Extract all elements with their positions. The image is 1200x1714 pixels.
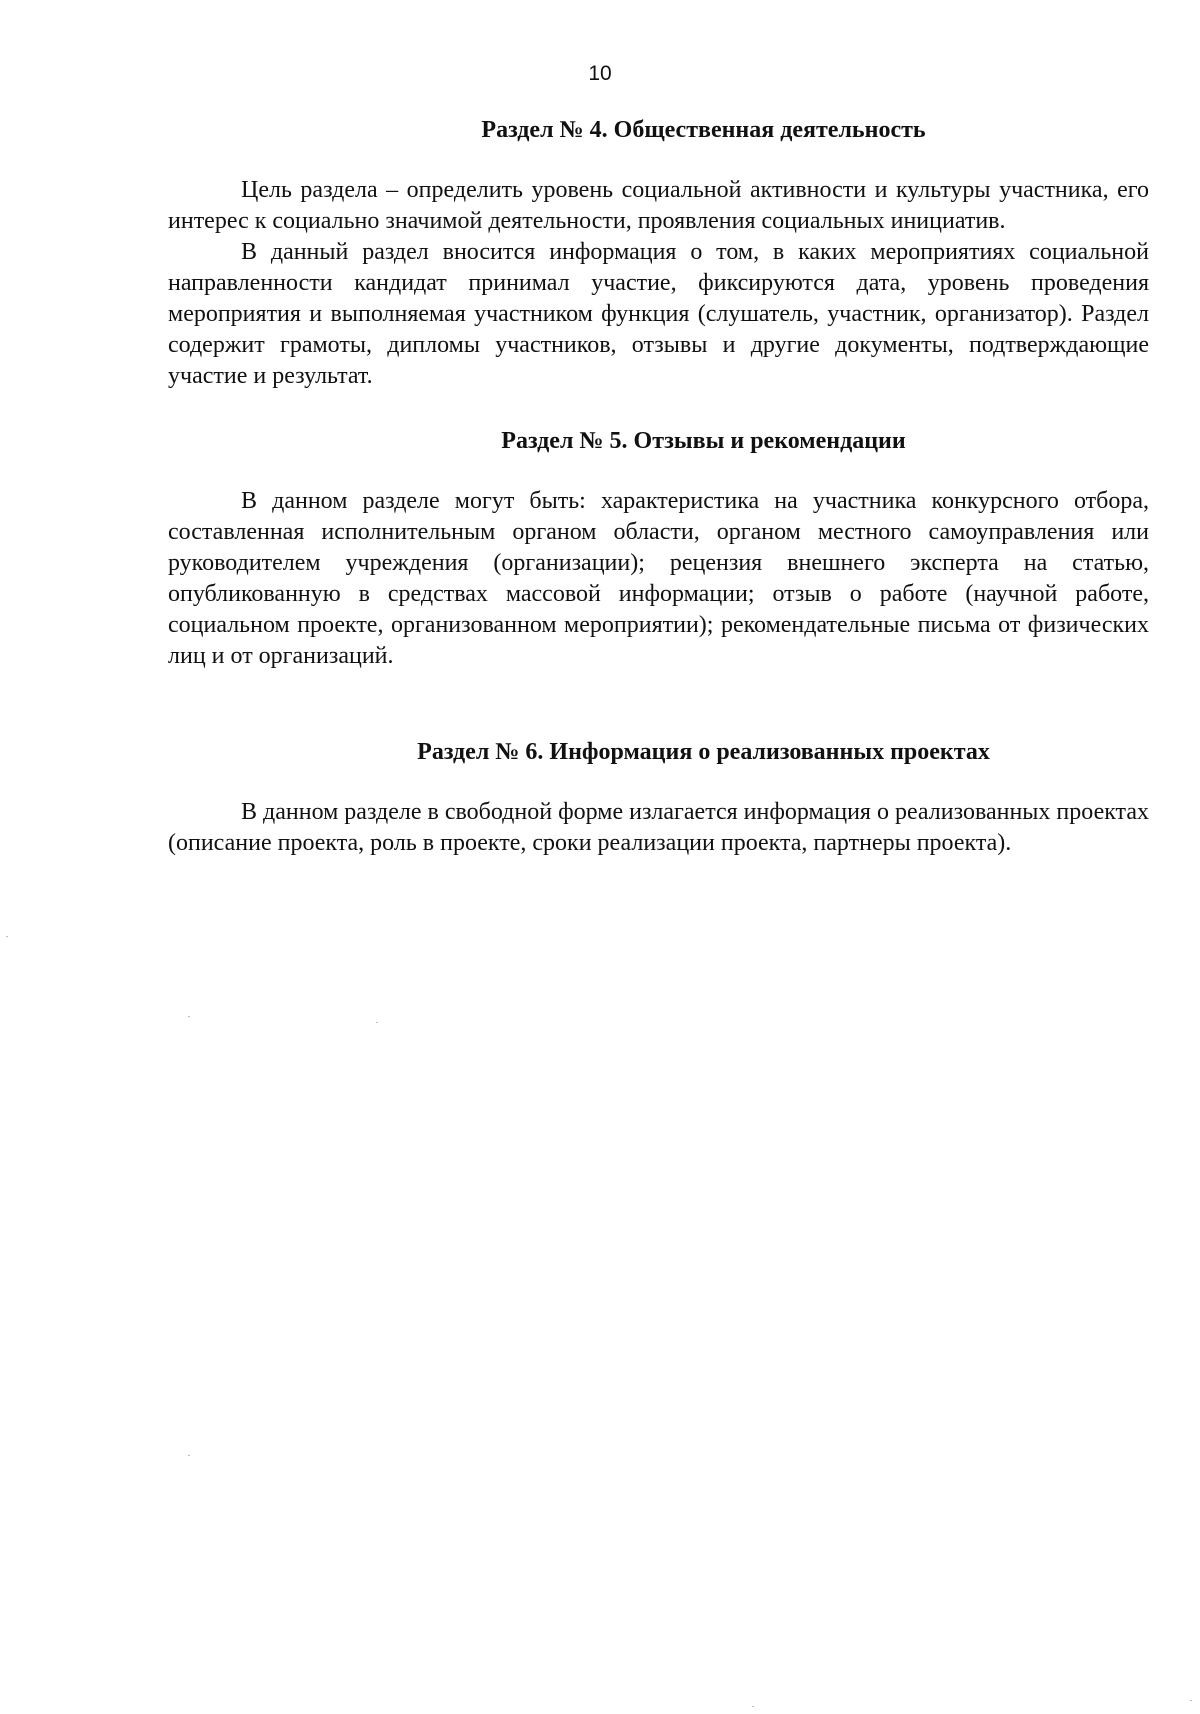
scan-speck	[6, 936, 8, 937]
scan-speck	[376, 1022, 378, 1023]
section-4-paragraph-2: В данный раздел вносится информация о том, в каких мероприятиях социальной направленности кандидат принимал участие, фиксируются дата, уровень проведения мероприятия и выполняемая участником функция (слушатель, участник, организатор). Раздел содержит грамоты, дипломы участников, отзывы и другие документы, подтверждающие участие и результат.	[168, 239, 1149, 389]
document-body	[168, 115, 1149, 859]
scan-speck	[188, 1455, 190, 1456]
section-6-title: Раздел № 6. Информация о реализованных проектах	[417, 739, 990, 765]
section-4-paragraph-1: Цель раздела – определить уровень социальной активности и культуры участника, его интерес к социально значимой деятельности, проявления социальных инициатив.	[168, 177, 1149, 234]
section-4-title: Раздел № 4. Общественная деятельность	[481, 117, 926, 143]
scan-speck	[752, 1706, 754, 1707]
scan-speck	[1190, 1700, 1192, 1701]
scan-speck	[188, 1016, 190, 1017]
page-number: 10	[588, 62, 612, 85]
section-6-paragraph-1: В данном разделе в свободной форме излагается информация о реализованных проектах (описание проекта, роль в проекте, сроки реализации проекта, партнеры проекта).	[168, 799, 1149, 856]
section-5-paragraph-1: В данном разделе могут быть: характеристика на участника конкурсного отбора, составленная исполнительным органом области, органом местного самоуправления или руководителем учреждения (организации); рецензия внешнего эксперта на статью, опубликованную в средствах массовой информации; отзыв о работе (научной работе, социальном проекте, организованном мероприятии); рекомендательные письма от физических лиц и от организаций.	[168, 488, 1149, 669]
section-5-title: Раздел № 5. Отзывы и рекомендации	[501, 428, 906, 454]
